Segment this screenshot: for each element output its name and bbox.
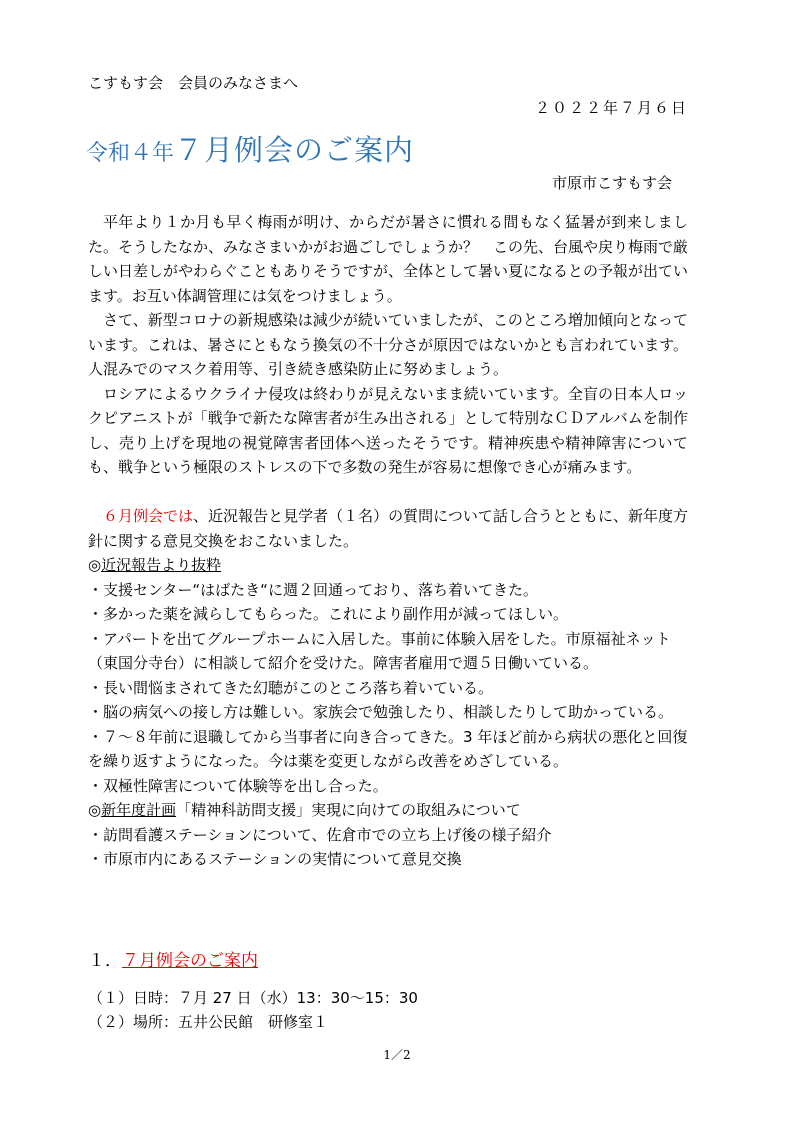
- section-1-heading: [88, 946, 258, 971]
- june-lead-red: ６月例会では: [103, 507, 194, 525]
- meeting-place: （２）場所：五井公民館 研修室１: [88, 1013, 329, 1031]
- june-summary: [88, 504, 688, 553]
- title-prefix: 令和４年: [86, 141, 175, 166]
- report-item: ・支援センター“はばたき“に週２回通っており、落ち着いてきた。: [88, 580, 538, 599]
- report-item: ・７～８年前に退職してから当事者に向き合ってきた。3 年ほど前から病状の悪化と回復を繰り返すようになった。今は薬を変更しながら改善をめざしている。: [88, 727, 688, 770]
- policy-heading-rest: 「精神科訪問支援」実現に向けての取組みについて: [176, 801, 521, 819]
- title-main: ７月例会のご案内: [174, 133, 415, 167]
- policy-heading: [88, 798, 688, 823]
- organization-name: 市原市こすもす会: [551, 174, 672, 192]
- document-date: ２０２２年７月６日: [534, 99, 688, 117]
- policy-item: ・訪問看護ステーションについて、佐倉市での立ち上げ後の様子紹介: [88, 825, 552, 844]
- spacer: [88, 480, 688, 505]
- section-1-title: ７月例会のご案内: [122, 951, 258, 971]
- intro-paragraph-1: 平年より１か月も早く梅雨が明け、からだが暑さに慣れる間もなく猛暑が到来しました。そうしたなか、みなさまいかがお過ごしでしょうか？ この先、台風や戻り梅雨で厳しい日差しがやわらぐこともありそうですが、全体として暑い夏になるとの予報が出ています。お互い体調管理には気をつけましょう。: [88, 213, 689, 305]
- intro-paragraph-2: さて、新型コロナの新規感染は減少が続いていましたが、このところ増加傾向となっています。これは、暑さにともなう換気の不十分さが原因ではないかとも言われています。人混みでのマスク着用等、引き続き感染防止に努めましょう。: [88, 311, 688, 378]
- document-title: [86, 128, 414, 169]
- meeting-datetime: （１）日時：７月 27 日（水）13：30～15：30: [88, 989, 418, 1007]
- report-item: ・脳の病気への接し方は難しい。家族会で勉強したり、相談したりして助かっている。: [88, 703, 674, 721]
- section-1-number: １．: [88, 951, 122, 971]
- reports-heading: [88, 553, 688, 578]
- report-item: ・多かった薬を減らしてもらった。これにより副作用が減ってほしい。: [88, 605, 569, 623]
- report-item: ・双極性障害について体験等を出し合った。: [88, 776, 388, 795]
- report-item: ・長い間悩まされてきた幻聴がこのところ落ち着いている。: [88, 678, 494, 697]
- june-lead-rest: 、近況報告と見学者（１名）の質問について話し合うとともに、新年度方針に関する意見交換をおこないました。: [88, 507, 688, 550]
- letter-body: [88, 210, 688, 872]
- page-number: 1／2: [383, 1048, 411, 1062]
- policy-item: ・市原市内にあるステーションの実情について意見交換: [88, 850, 462, 868]
- reports-heading-text: 近況報告より抜粋: [101, 556, 222, 574]
- section-1-items: [88, 986, 418, 1034]
- policy-mark: ◎: [88, 801, 102, 819]
- report-item: ・アパートを出てグループホームに入居した。事前に体験入居をした。市原福祉ネット（東国分寺台）に相談して紹介を受けた。障害者雇用で週５日働いている。: [88, 629, 671, 672]
- intro-paragraph-3: ロシアによるウクライナ侵攻は終わりが見えないまま続いています。全盲の日本人ロックピアニストが「戦争で新たな障害者が生み出される」として特別なＣＤアルバムを制作し、売り上げを現地の視覚障害者団体へ送ったそうです。精神疾患や精神障害についても、戦争という極限のストレスの下で多数の発生が容易に想像でき心が痛みます。: [88, 384, 688, 476]
- reports-mark: ◎: [88, 556, 102, 574]
- policy-heading-text: 新年度計画: [101, 801, 177, 819]
- recipient-line: こすもす会 会員のみなさまへ: [88, 74, 299, 92]
